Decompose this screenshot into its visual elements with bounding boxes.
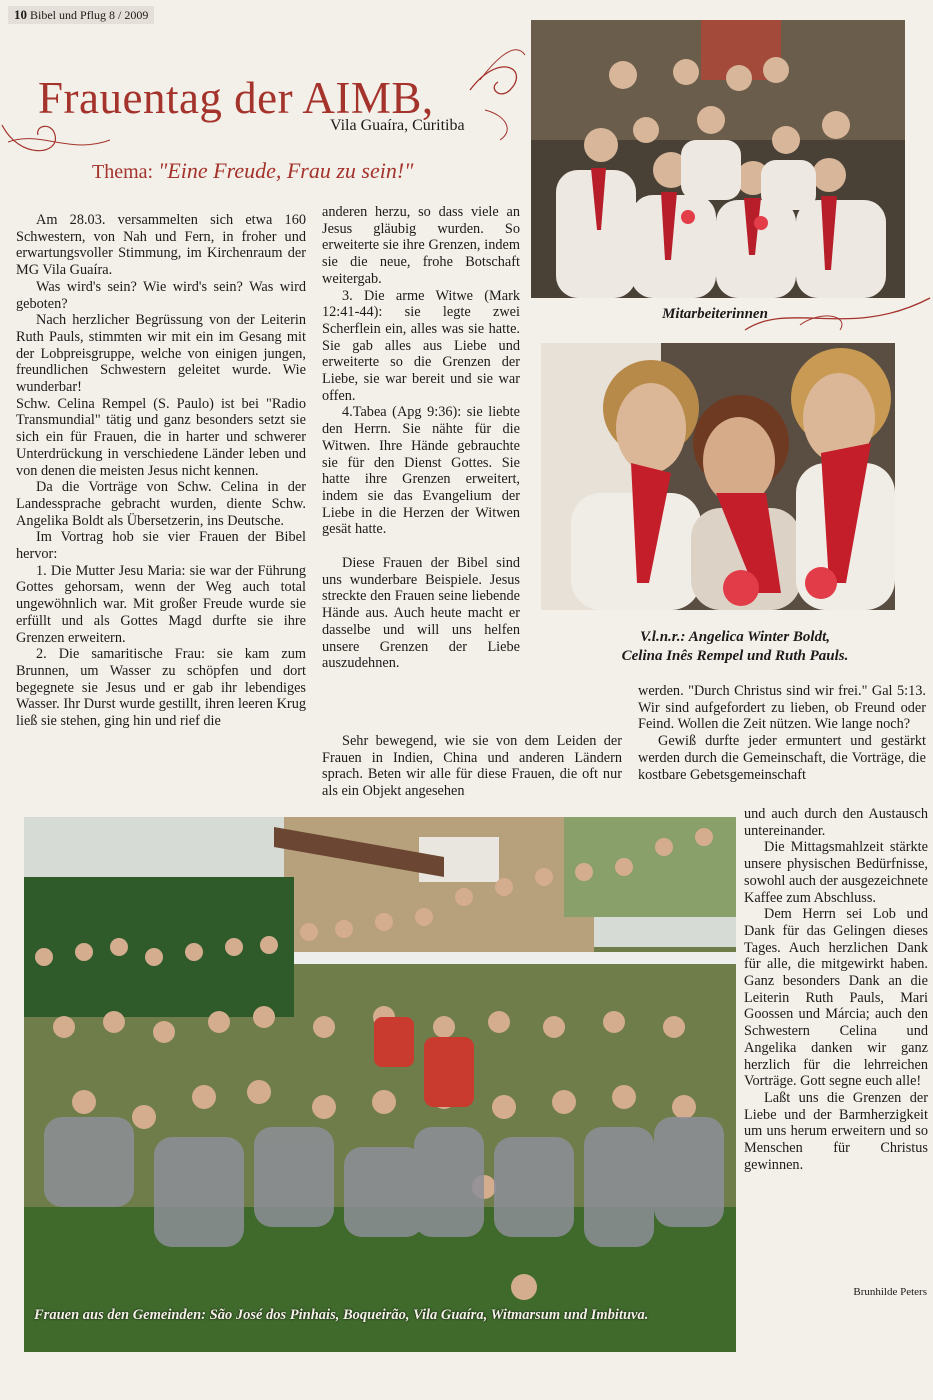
paragraph: Diese Frauen der Bibel sind uns wunderbare Beispiele. Jesus streckte den Frauen seine liebende Hände aus. Auch heute macht er dasselbe und will uns helfen unsere Grenzen der Liebe auszudehnen. <box>322 555 520 672</box>
paragraph: 1. Die Mutter Jesu Maria: sie war der Führung Gottes gehorsam, wenn der Weg auch total ungewöhnlich war. Mit großer Freude wurde sie erfüllt und als Gottes Magd durfte sie ihre Grenzen erweitern. <box>16 562 306 646</box>
photo-large-group <box>24 817 736 1352</box>
text-column-2-bottom <box>322 733 622 800</box>
article-author: Brunhilde Peters <box>853 1286 927 1298</box>
paragraph: Da die Vorträge von Schw. Celina in der Landessprache gebracht wurden, diente Schw. Angelika Boldt als Übersetzerin, ins Deutsche. <box>16 479 306 529</box>
paragraph: anderen herzu, so dass viele an Jesus gläubig wurden. So erweiterte sie ihre Grenzen, indem sie die neue, frohe Botschaft weitergab. <box>322 204 520 287</box>
theme-text: "Eine Freude, Frau zu sein!" <box>158 158 414 183</box>
paragraph: Im Vortrag hob sie vier Frauen der Bibel hervor: <box>16 529 306 563</box>
photo-large-group-caption: Frauen aus den Gemeinden: São José dos Pinhais, Boqueirão, Vila Guaíra, Witmarsum und Imbituva. <box>34 1307 649 1323</box>
photo-swirl-ornament <box>740 290 933 350</box>
caption-line-2: Celina Inês Rempel und Ruth Pauls. <box>621 648 849 664</box>
paragraph: Laßt uns die Grenzen der Liebe und der Barmherzigkeit um uns herum erweitern und so Menschen für Christus gewinnen. <box>744 1089 928 1173</box>
paragraph: 3. Die arme Witwe (Mark 12:41-44): sie legte zwei Scherflein ein, alles was sie hatte. Sie gab alles aus Liebe und erweiterte so die Grenzen der Liebe, sie war bereit und sie war offen. <box>322 287 520 404</box>
paragraph: Schw. Celina Rempel (S. Paulo) ist bei "Radio Transmundial" tätig und ganz besonders setzt sie sich ein für Frauen, die in harter und schwerer Unterdrückung in verschiedene Länder leben und von denen die meisten Jesus nicht kennen. <box>16 395 306 479</box>
paragraph: Sehr bewegend, wie sie von dem Leiden der Frauen in Indien, China und anderen Ländern sprach. Beten wir alle für diese Frauen, die oft nur als ein Objekt angesehen <box>322 733 622 800</box>
paragraph: Gewiß durfte jeder ermuntert und gestärkt werden durch die Gemeinschaft, die Vorträge, die kostbare Gebetsgemeinschaft <box>638 733 926 783</box>
theme-label: Thema: <box>92 161 154 183</box>
issue-number: 8 / 2009 <box>109 8 149 22</box>
paragraph: Die Mittagsmahlzeit stärkte unsere physischen Bedürfnisse, sowohl auch der ausgezeichnete Kaffee zum Abschluss. <box>744 839 928 906</box>
magazine-name: Bibel und Pflug <box>30 8 107 22</box>
photo-staff-group <box>531 20 905 298</box>
text-column-3 <box>638 683 926 783</box>
text-column-1 <box>16 212 306 730</box>
article-location: Vila Guaíra, Curitiba <box>330 117 465 134</box>
paragraph: Was wird's sein? Wie wird's sein? Was wird geboten? <box>16 278 306 312</box>
text-column-2 <box>322 204 520 672</box>
page-number: 10 <box>14 7 27 22</box>
paragraph: 2. Die samaritische Frau: sie kam zum Brunnen, um Wasser zu schöpfen und dort begegnete sie Jesus und er gab ihr lebendiges Wasser. Ihr Durst wurde gestillt, ihren leeren Krug ließ sie stehen, ging hin und rief die <box>16 646 306 730</box>
paragraph: Am 28.03. versammelten sich etwa 160 Schwestern, von Nah und Fern, in froher und erwartungsvoller Stimmung, im Kirchenraum der MG Vila Guaíra. <box>16 212 306 279</box>
photo-three-women-caption <box>560 628 910 666</box>
photo-staff-caption: Mitarbeiterinnen <box>662 306 768 322</box>
paragraph: Dem Herrn sei Lob und Dank für das Gelingen dieses Tages. Auch herzlichen Dank für alle, die mitgewirkt haben. Ganz besonders Dank an die Leiterin Ruth Pauls, Mari Goossen und Márcia; auch den Schwestern Celina und Angelika danken wir ganz herzlich für die lehrreichen Vorträge. Gott segne euch alle! <box>744 906 928 1090</box>
article-theme <box>92 158 413 184</box>
page-header <box>8 6 154 24</box>
text-column-4 <box>744 806 928 1173</box>
photo-three-women <box>541 343 895 610</box>
caption-line-1: V.l.n.r.: Angelica Winter Boldt, <box>639 629 831 645</box>
paragraph: und auch durch den Austausch untereinander. <box>744 806 928 839</box>
paragraph: 4.Tabea (Apg 9:36): sie liebte den Herrn. Sie nähte für die Witwen. Ihre Hände gebrauchte sie für den Dienst Gottes. Sie hatte ihre Grenzen erweitert, indem sie das Evangelium der Liebe in die Herzen der Witwen gesät hatte. <box>322 404 520 538</box>
paragraph: werden. "Durch Christus sind wir frei." Gal 5:13. Wir sind aufgefordert zu lieben, ob Freund oder Feind. Wollen die Zeit nützen. Wie lange noch? <box>638 683 926 733</box>
paragraph: Nach herzlicher Begrüssung von der Leiterin Ruth Pauls, stimmten wir mit ein im Gesang mit der Lobpreisgruppe, welche von einigen jungen, freundlichen Schwestern geleitet wurde. Wie wunderbar! <box>16 312 306 396</box>
article-title: Frauentag der AIMB, <box>38 73 434 123</box>
